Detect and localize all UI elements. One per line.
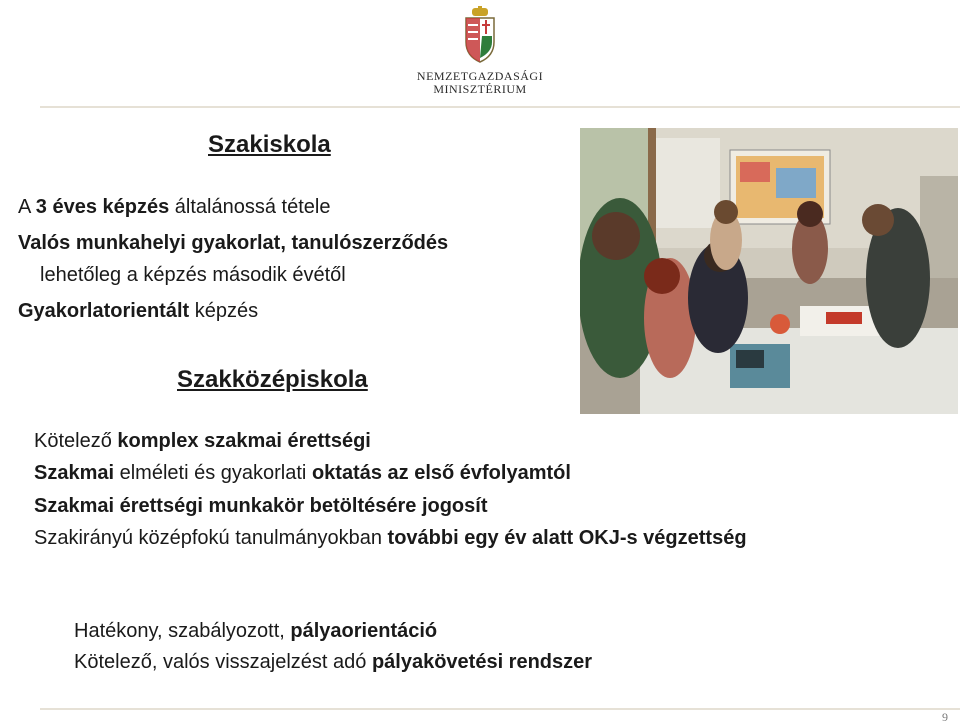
text-segment: képzés [189,300,259,322]
ministry-logo [380,6,580,98]
list-item [34,495,488,518]
text-segment-bold: Szakmai [34,462,115,484]
list-item [74,651,592,674]
list-item [18,232,448,255]
list-item [74,620,437,643]
heading-szakiskola: Szakiskola [208,131,331,158]
text-segment-bold: 3 éves képzés [35,196,170,218]
logo-line-2: MINISZTÉRIUM [433,82,527,96]
list-item [18,196,330,219]
text-segment-bold: további egy év alatt OKJ-s végzettség [387,527,747,549]
text-segment: A [18,196,36,218]
list-item [40,264,346,287]
coat-of-arms-icon [460,6,500,64]
text-segment-bold: Gyakorlatorientált [18,300,190,322]
list-item [34,527,747,550]
text-segment-bold: pályakövetési rendszer [371,651,593,673]
text-segment-bold: Szakmai érettségi munkakör betöltésére jogosít [34,495,488,517]
text-segment-bold: Valós munkahelyi gyakorlat, tanulószerződés [18,232,449,254]
text-segment: Szakirányú középfokú tanulmányokban [34,527,388,549]
text-segment-bold: komplex szakmai érettségi [117,430,371,452]
text-segment-bold: pályaorientáció [290,620,438,642]
list-item [34,462,571,485]
text-segment: Hatékony, szabályozott, [74,620,291,642]
text-segment: lehetőleg a képzés második évétől [40,264,346,286]
header-divider [40,106,960,108]
heading-szakkozepiskola: Szakközépiskola [177,366,368,393]
text-segment: általánossá tétele [169,196,331,218]
list-item [34,430,371,453]
text-segment: elméleti és gyakorlati [114,462,312,484]
classroom-photo [580,128,958,414]
footer-divider [40,708,960,710]
page-number: 9 [942,710,948,724]
text-segment: Kötelező, valós visszajelzést adó [74,651,372,673]
text-segment: Kötelező [34,430,118,452]
text-segment-bold: oktatás az első évfolyamtól [311,462,571,484]
logo-line-1: NEMZETGAZDASÁGI [416,69,544,83]
list-item [18,300,258,323]
